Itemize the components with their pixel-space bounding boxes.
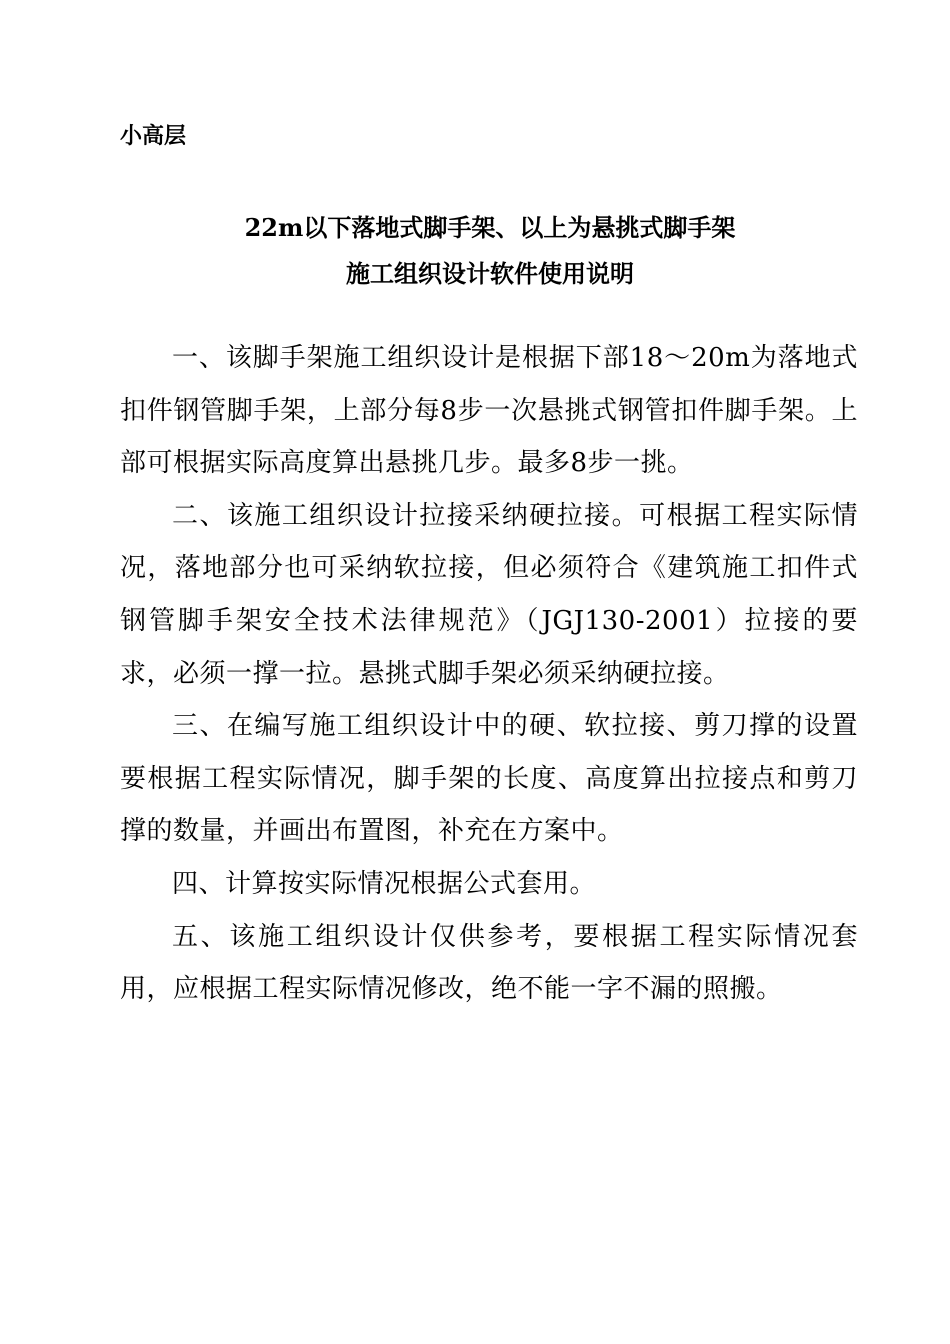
document-title-line-1: 22m以下落地式脚手架、以上为悬挑式脚手架 xyxy=(244,213,736,242)
paragraph-1: 一、该脚手架施工组织设计是根据下部18～20m为落地式扣件钢管脚手架，上部分每8步一次悬挑式钢管扣件脚手架。上部可根据实际高度算出悬挑几步。最多8步一挑。 xyxy=(120,343,858,479)
document-body xyxy=(120,332,858,1016)
paragraph-2: 二、该施工组织设计拉接采纳硬拉接。可根据工程实际情况，落地部分也可采纳软拉接，但必须符合《建筑施工扣件式钢管脚手架安全技术法律规范》（JGJ130-2001）拉接的要求，必须一撑一拉。悬挑式脚手架必须采纳硬拉接。 xyxy=(120,500,858,689)
category-label: 小高层 xyxy=(120,123,187,149)
paragraph-3: 三、在编写施工组织设计中的硬、软拉接、剪刀撑的设置要根据工程实际情况，脚手架的长度、高度算出拉接点和剪刀撑的数量，并画出布置图，补充在方案中。 xyxy=(120,711,858,847)
paragraph-4: 四、计算按实际情况根据公式套用。 xyxy=(172,868,597,899)
document-title-line-2: 施工组织设计软件使用说明 xyxy=(346,259,634,288)
paragraph-5: 五、该施工组织设计仅供参考，要根据工程实际情况套用，应根据工程实际情况修改，绝不能一字不漏的照搬。 xyxy=(120,921,858,1005)
